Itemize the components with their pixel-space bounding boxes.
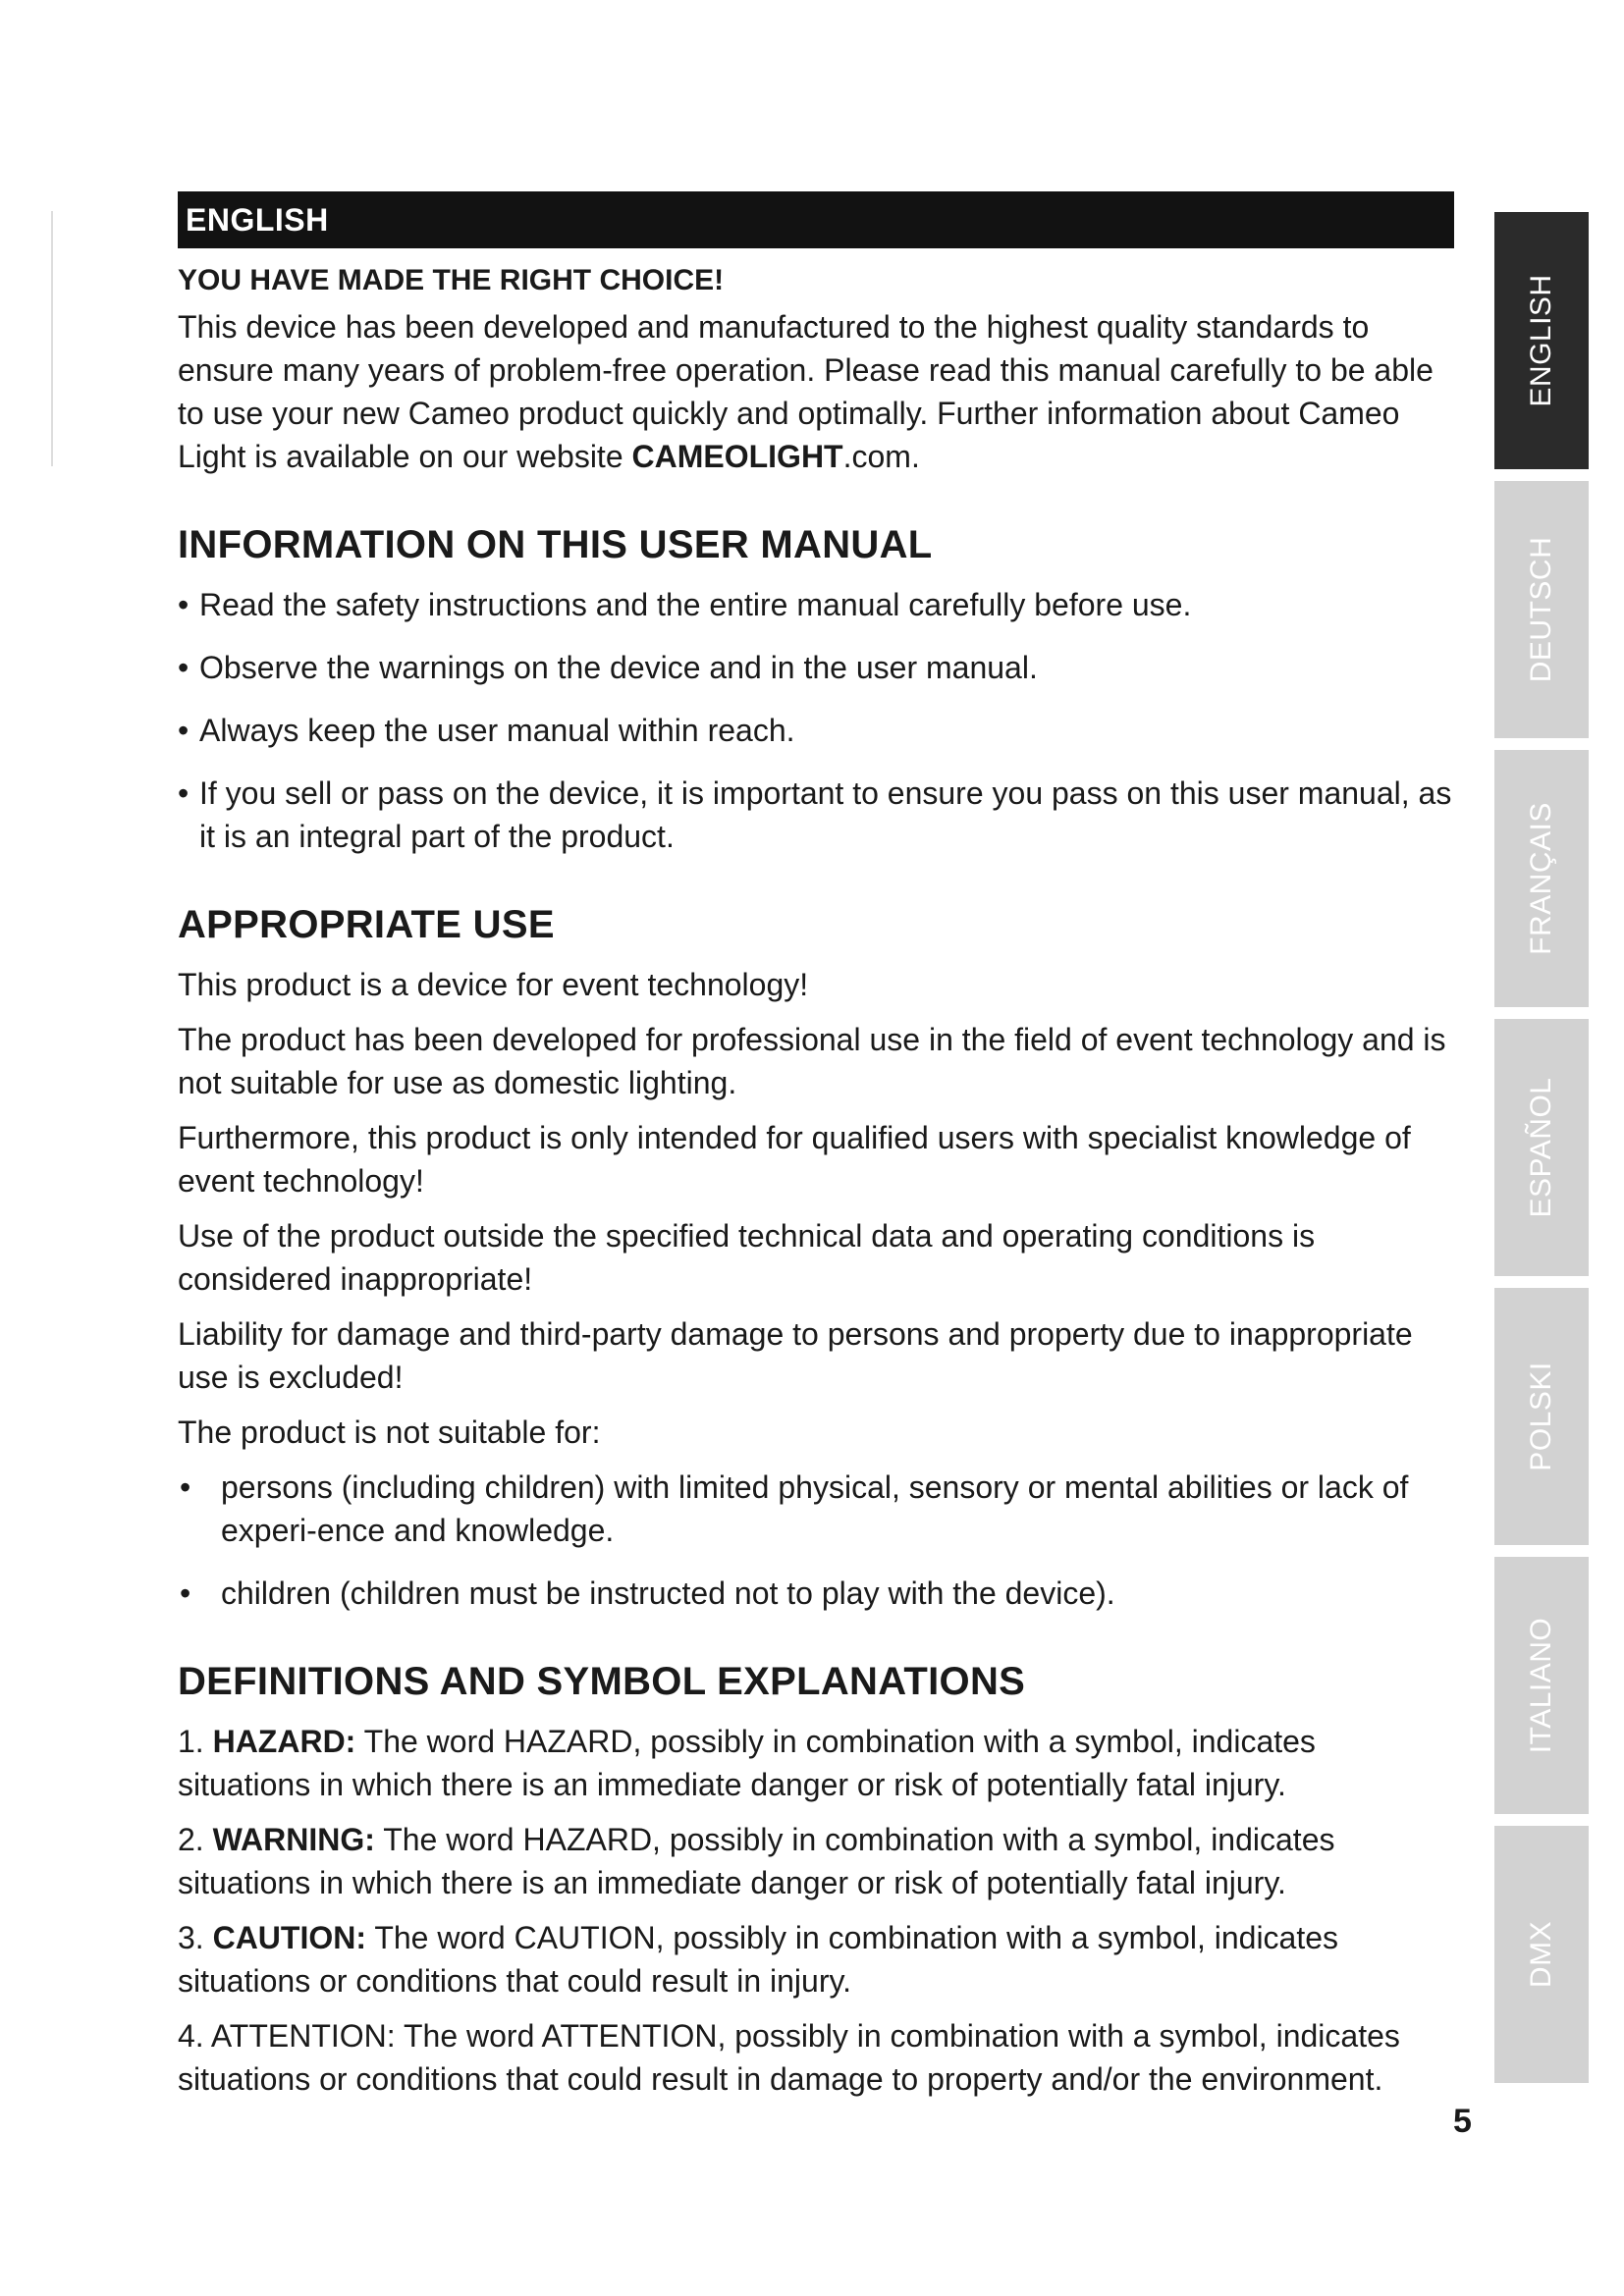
- tab-english[interactable]: [1494, 212, 1589, 469]
- appropriate-use-paragraph: The product has been developed for professional use in the field of event technology and is not suitable for use as domestic lighting.: [178, 1022, 1446, 1100]
- tab-label: ENGLISH: [1525, 274, 1557, 407]
- page-content: [178, 191, 1454, 2112]
- tab-label: DMX: [1525, 1920, 1557, 1989]
- margin-line: [51, 211, 53, 466]
- definition-number: 1.: [178, 1724, 204, 1759]
- intro-text: This device has been developed and manufactured to the highest quality standards to ensure many years of problem-free operation. Please read this manual carefully to be able to use your new Cameo product quickly and optimally. Further information about Cameo Light is available on our website: [178, 309, 1434, 474]
- website-name: CAMEOLIGHT: [631, 439, 843, 474]
- definition-number: 2.: [178, 1822, 204, 1857]
- tab-deutsch[interactable]: [1494, 481, 1589, 738]
- tab-label: ESPAÑOL: [1525, 1077, 1557, 1218]
- language-tabs: [1494, 212, 1589, 2095]
- definition-term: HAZARD:: [212, 1724, 356, 1759]
- intro-paragraph: [178, 305, 1454, 478]
- definitions-list: [178, 1720, 1454, 2101]
- definition-item: [178, 2014, 1454, 2101]
- definition-item: [178, 1720, 1454, 1806]
- definition-term: WARNING:: [212, 1822, 375, 1857]
- language-bar: [178, 191, 1454, 248]
- definition-text: The word CAUTION, possibly in combination with a symbol, indicates situations or conditions that could result in injury.: [178, 1920, 1339, 1999]
- tab-italiano[interactable]: [1494, 1557, 1589, 1814]
- list-item: • persons (including children) with limited physical, sensory or mental abilities or lack of experi-ence and knowledge.: [178, 1466, 1454, 1552]
- definition-item: [178, 1916, 1454, 2002]
- tab-label: DEUTSCH: [1525, 536, 1557, 683]
- list-item: • Observe the warnings on the device and in the user manual.: [178, 646, 1454, 689]
- tab-label: FRANÇAIS: [1525, 802, 1557, 955]
- language-bar-label: ENGLISH: [186, 201, 329, 238]
- definition-term: ATTENTION:: [210, 2018, 396, 2054]
- list-item: • Always keep the user manual within reach.: [178, 709, 1454, 752]
- definition-item: [178, 1818, 1454, 1904]
- tab-label: POLSKI: [1525, 1362, 1557, 1471]
- not-suitable-list: [178, 1466, 1454, 1615]
- tab-polski[interactable]: [1494, 1288, 1589, 1545]
- manual-info-heading: INFORMATION ON THIS USER MANUAL: [178, 523, 933, 566]
- appropriate-use-paragraph: Furthermore, this product is only intended for qualified users with specialist knowledge of event technology!: [178, 1120, 1411, 1199]
- tab-francais[interactable]: [1494, 750, 1589, 1007]
- appropriate-use-paragraph: Liability for damage and third-party damage to persons and property due to inappropriate use is excluded!: [178, 1316, 1413, 1395]
- definition-term: CAUTION:: [212, 1920, 366, 1955]
- appropriate-use-heading: APPROPRIATE USE: [178, 903, 555, 946]
- definition-text: The word ATTENTION, possibly in combination with a symbol, indicates situations or conditions that could result in damage to property and/or the environment.: [178, 2018, 1400, 2097]
- list-item: • If you sell or pass on the device, it is important to ensure you pass on this user manual, as it is an integral part of the product.: [178, 772, 1454, 858]
- website-suffix: .com.: [842, 439, 920, 474]
- definitions-heading: DEFINITIONS AND SYMBOL EXPLANATIONS: [178, 1660, 1026, 1703]
- tab-dmx[interactable]: [1494, 1826, 1589, 2083]
- appropriate-use-paragraph: The product is not suitable for:: [178, 1415, 601, 1450]
- definition-number: 3.: [178, 1920, 204, 1955]
- intro-subheading: YOU HAVE MADE THE RIGHT CHOICE!: [178, 264, 725, 296]
- definition-number: 4.: [178, 2018, 204, 2054]
- tab-label: ITALIANO: [1525, 1617, 1557, 1754]
- definition-text: The word HAZARD, possibly in combination with a symbol, indicates situations in which there is an immediate danger or risk of potentially fatal injury.: [178, 1724, 1316, 1802]
- manual-info-list: [178, 583, 1454, 858]
- appropriate-use-paragraph: Use of the product outside the specified technical data and operating conditions is considered inappropriate!: [178, 1218, 1316, 1297]
- definition-text: The word HAZARD, possibly in combination with a symbol, indicates situations in which there is an immediate danger or risk of potentially fatal injury.: [178, 1822, 1335, 1900]
- tab-espanol[interactable]: [1494, 1019, 1589, 1276]
- list-item: • Read the safety instructions and the entire manual carefully before use.: [178, 583, 1454, 626]
- list-item: • children (children must be instructed not to play with the device).: [178, 1572, 1454, 1615]
- appropriate-use-paragraph: This product is a device for event technology!: [178, 967, 809, 1002]
- page-number: 5: [1453, 2103, 1472, 2140]
